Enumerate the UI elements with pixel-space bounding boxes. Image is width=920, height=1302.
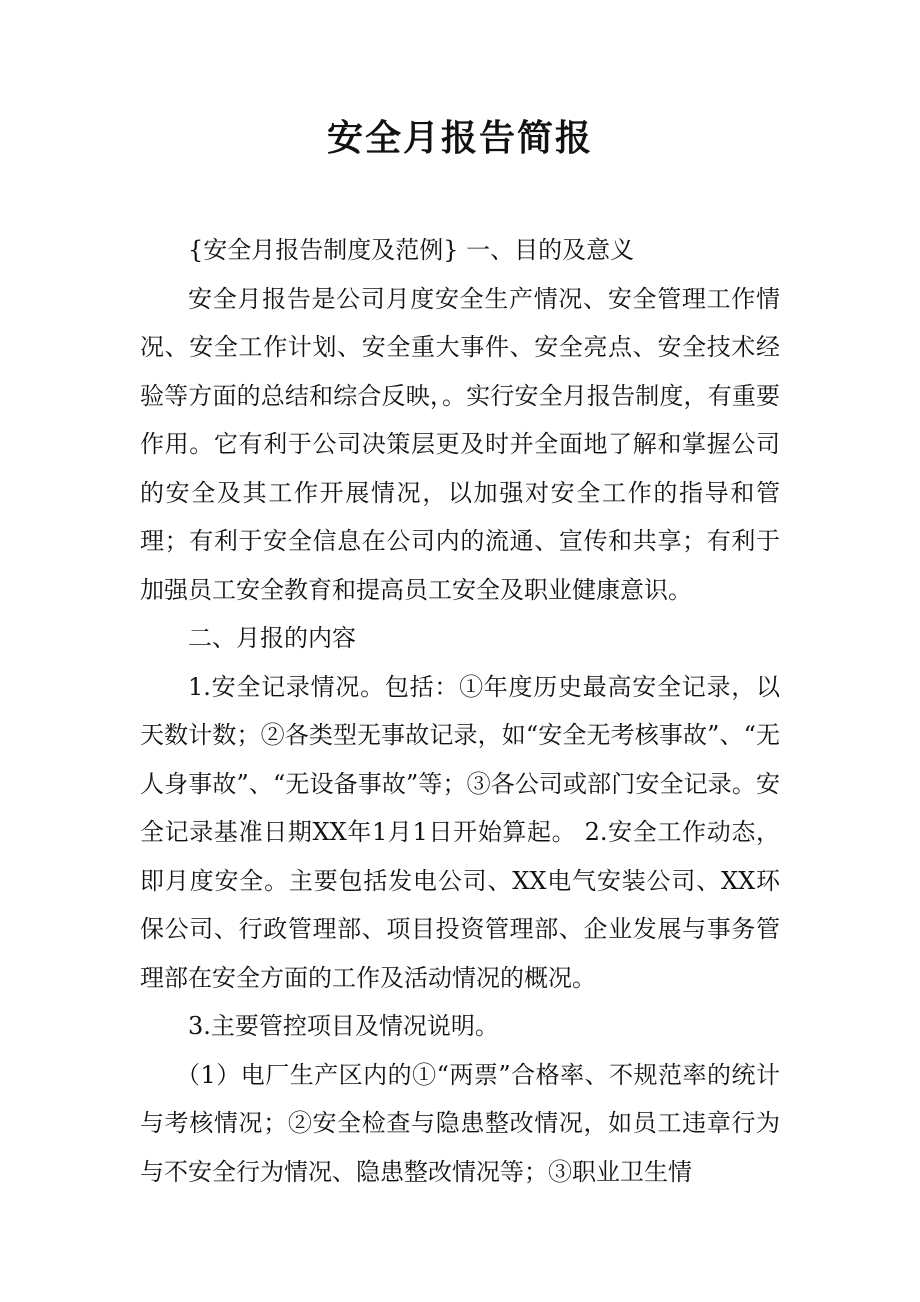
section-heading-content: 二、月报的内容 <box>188 624 356 652</box>
paragraph-plant-production: （1）电厂生产区内的①“两票”合格率、不规范率的统计与考核情况；②安全检查与隐患整改情况，如员工违章行为与不安全行为情况、隐患整改情况等；③职业卫生情 <box>140 1060 780 1186</box>
document-title: 安全月报告简报 <box>326 117 593 159</box>
document-body <box>140 226 780 1196</box>
paragraph-control-items: 3.主要管控项目及情况说明。 <box>188 1012 499 1040</box>
paragraph-safety-record: 1.安全记录情况。包括：①年度历史最高安全记录，以天数计数；②各类型无事故记录，如“安全无考核事故”、“无人身事故”、“无设备事故”等；③各公司或部门安全记录。安全记录基准日期XX年1月1日开始算起。 2.安全工作动态，即月度安全。主要包括发电公司、XX电气安装公司、XX环保公司、行政管理部、项目投资管理部、企业发展与事务管理部在安全方面的工作及活动情况的概况。 <box>140 672 780 992</box>
paragraph-purpose: 安全月报告是公司月度安全生产情况、安全管理工作情况、安全工作计划、安全重大事件、安全亮点、安全技术经验等方面的总结和综合反映，。实行安全月报告制度，有重要作用。它有利于公司决策层更及时并全面地了解和掌握公司的安全及其工作开展情况，以加强对安全工作的指导和管理；有利于安全信息在公司内的流通、宣传和共享；有利于加强员工安全教育和提高员工安全及职业健康意识。 <box>140 284 780 604</box>
section-heading-purpose: {安全月报告制度及范例} 一、目的及意义 <box>188 236 635 264</box>
